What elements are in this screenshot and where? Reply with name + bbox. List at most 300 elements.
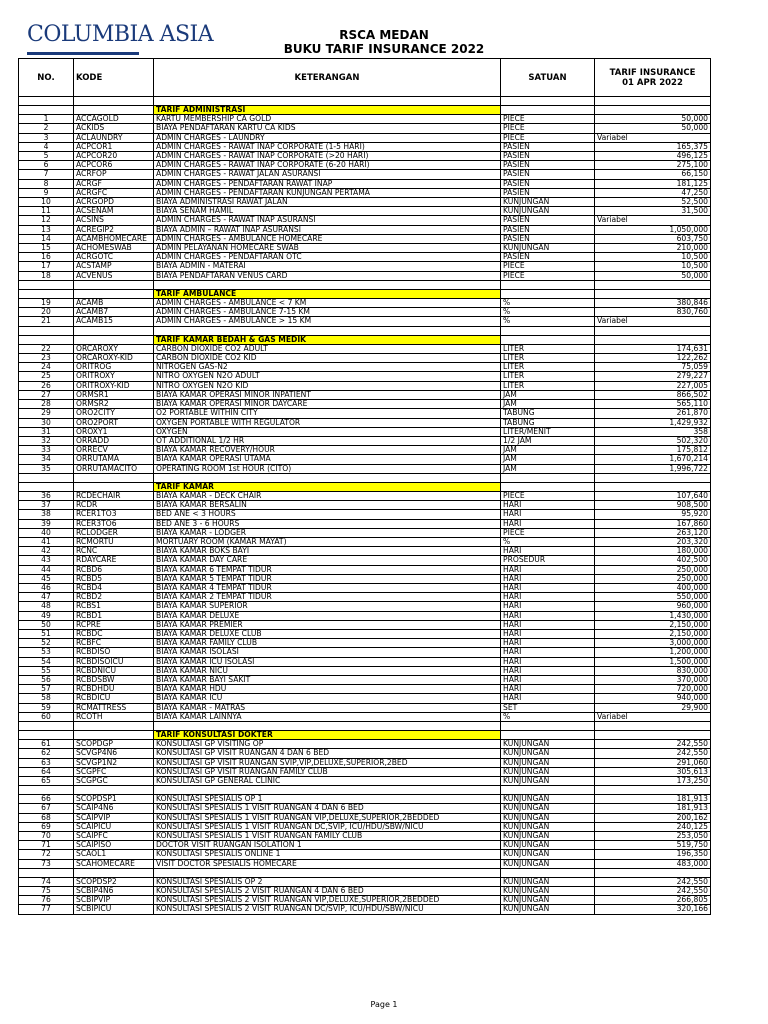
- cell-kode: RCMATTRESS: [74, 703, 154, 712]
- cell-keterangan: BIAYA KAMAR NICU: [154, 666, 501, 675]
- cell-kode: ORMSR1: [74, 390, 154, 399]
- tarif-value-wrap: [597, 575, 708, 583]
- tarif-value-wrap: [597, 428, 708, 436]
- table-row: [19, 547, 711, 556]
- tarif-value-wrap: [597, 226, 708, 234]
- tarif-value: 496,125: [676, 151, 708, 161]
- cell-kode: ACAMB7: [74, 308, 154, 317]
- cell-keterangan: BIAYA ADMIN – RAWAT INAP ASURANSI: [154, 225, 501, 234]
- table-row: [19, 537, 711, 546]
- cell-kode: SCAHOMECARE: [74, 859, 154, 868]
- cell-keterangan: BIAYA KAMAR 5 TEMPAT TIDUR: [154, 574, 501, 583]
- tarif-value: 908,500: [676, 500, 708, 510]
- tarif-value: 2,150,000: [669, 629, 708, 638]
- table-gap-row: [19, 722, 711, 731]
- cell-tarif: [595, 685, 711, 694]
- table-row: [19, 464, 711, 473]
- tarif-value-wrap: [597, 621, 708, 629]
- cell-no: 17: [19, 262, 74, 271]
- cell-satuan: PASIEN: [501, 142, 595, 151]
- tarif-value-wrap: [597, 235, 708, 243]
- tarif-value-wrap: [597, 823, 708, 831]
- tarif-value: 1,050,000: [669, 225, 708, 234]
- cell-keterangan: BIAYA KAMAR BAYI SAKIT: [154, 675, 501, 684]
- tarif-value-wrap: [597, 409, 708, 417]
- cell-no: 46: [19, 583, 74, 592]
- cell-kode: ORITROXY: [74, 372, 154, 381]
- cell-tarif: [595, 868, 711, 877]
- table-gap-row: [19, 868, 711, 877]
- cell-no: [19, 289, 74, 298]
- cell-no: 27: [19, 390, 74, 399]
- table-row: [19, 354, 711, 363]
- table-row: [19, 877, 711, 886]
- cell-kode: RCBFC: [74, 639, 154, 648]
- tarif-value-wrap: [597, 713, 708, 721]
- column-header-satuan: SATUAN: [501, 59, 595, 97]
- cell-no: 57: [19, 685, 74, 694]
- cell-tarif: [595, 583, 711, 592]
- cell-kode: ORRADD: [74, 436, 154, 445]
- cell-satuan: HARI: [501, 657, 595, 666]
- cell-satuan: KUNJUNGAN: [501, 758, 595, 767]
- table-row: [19, 593, 711, 602]
- table-gap-row: [19, 786, 711, 795]
- cell-kode: RCBD5: [74, 574, 154, 583]
- cell-tarif: [595, 501, 711, 510]
- cell-tarif: [595, 390, 711, 399]
- tarif-value-wrap: [597, 740, 708, 748]
- tarif-value-wrap: [597, 887, 708, 895]
- tarif-value: 242,550: [676, 877, 708, 886]
- table-row: [19, 510, 711, 519]
- cell-kode: [74, 335, 154, 344]
- table-section-row: [19, 106, 711, 115]
- cell-tarif: [595, 712, 711, 721]
- tarif-value: 95,920: [681, 509, 708, 519]
- section-title-text: TARIF AMBULANCE: [154, 290, 500, 298]
- cell-satuan: KUNJUNGAN: [501, 813, 595, 822]
- table-gap-row: [19, 326, 711, 335]
- cell-kode: RCBS1: [74, 602, 154, 611]
- cell-tarif: [595, 611, 711, 620]
- cell-no: 32: [19, 436, 74, 445]
- cell-keterangan: ADMIN CHARGES - AMBULANCE < 7 KM: [154, 299, 501, 308]
- cell-tarif: [595, 593, 711, 602]
- cell-satuan: HARI: [501, 639, 595, 648]
- tarif-value-wrap: [597, 124, 708, 132]
- cell-keterangan: ADMIN CHARGES - RAWAT JALAN ASURANSI: [154, 170, 501, 179]
- cell-satuan: [501, 722, 595, 731]
- tarif-value-wrap: [597, 850, 708, 858]
- tarif-value: 50,000: [681, 271, 708, 280]
- cell-keterangan: BIAYA KAMAR - MATRAS: [154, 703, 501, 712]
- tarif-value-wrap: [597, 216, 708, 224]
- cell-satuan: %: [501, 317, 595, 326]
- cell-satuan: KUNJUNGAN: [501, 740, 595, 749]
- cell-no: 24: [19, 363, 74, 372]
- table-row: [19, 813, 711, 822]
- tarif-value-wrap: [597, 465, 708, 473]
- cell-kode: SCOPDSP1: [74, 795, 154, 804]
- tarif-value: 31,500: [681, 206, 708, 216]
- cell-satuan: %: [501, 712, 595, 721]
- tarif-value-wrap: [597, 584, 708, 592]
- tarif-value: 266,805: [676, 895, 708, 905]
- cell-keterangan: NITRO OXYGEN N2O KID: [154, 381, 501, 390]
- cell-keterangan: KONSULTASI SPESIALIS 1 VISIT RUANGAN DC,SVIP, ICU/HDU/SBW/NICU: [154, 822, 501, 831]
- table-row: [19, 887, 711, 896]
- cell-no: 61: [19, 740, 74, 749]
- cell-keterangan: BIAYA KAMAR ISOLASI: [154, 648, 501, 657]
- tarif-value: 1,429,932: [669, 418, 708, 427]
- table-row: [19, 188, 711, 197]
- cell-keterangan: BIAYA KAMAR DELUXE CLUB: [154, 629, 501, 638]
- tarif-value: 181,913: [676, 794, 708, 804]
- tarif-value: 2,150,000: [669, 620, 708, 629]
- cell-kode: ACLAUNDRY: [74, 133, 154, 142]
- cell-keterangan: KONSULTASI SPESIALIS 1 VISIT RUANGAN FAMILY CLUB: [154, 832, 501, 841]
- tarif-value: 565,110: [676, 399, 708, 409]
- tarif-value: 320,166: [676, 904, 708, 914]
- cell-tarif: [595, 804, 711, 813]
- cell-satuan: JAM: [501, 400, 595, 409]
- cell-tarif: [595, 786, 711, 795]
- cell-kode: ACRGOPD: [74, 198, 154, 207]
- tarif-value-wrap: [597, 317, 708, 325]
- cell-kode: ACCAGOLD: [74, 115, 154, 124]
- tarif-value-wrap: [597, 115, 708, 123]
- cell-kode: RCBD2: [74, 593, 154, 602]
- cell-keterangan: BIAYA KAMAR OPERASI UTAMA: [154, 455, 501, 464]
- tarif-value-wrap: [597, 446, 708, 454]
- cell-kode: RCBDHDU: [74, 685, 154, 694]
- cell-tarif: [595, 124, 711, 133]
- cell-tarif: [595, 657, 711, 666]
- cell-no: 43: [19, 556, 74, 565]
- table-row: [19, 390, 711, 399]
- table-row: [19, 455, 711, 464]
- cell-kode: RCBDNICU: [74, 666, 154, 675]
- tarif-value-wrap: [597, 372, 708, 380]
- cell-keterangan: KONSULTASI GP VISITING OP: [154, 740, 501, 749]
- tarif-value-wrap: [597, 905, 708, 913]
- cell-satuan: PIECE: [501, 133, 595, 142]
- cell-no: 29: [19, 409, 74, 418]
- cell-kode: SCGPFC: [74, 767, 154, 776]
- cell-tarif: [595, 326, 711, 335]
- table-section-row: [19, 289, 711, 298]
- cell-kode: OROXY1: [74, 427, 154, 436]
- cell-satuan: LITER: [501, 344, 595, 353]
- cell-tarif: [595, 767, 711, 776]
- cell-kode: RCPRE: [74, 620, 154, 629]
- cell-kode: ACRGFC: [74, 188, 154, 197]
- cell-keterangan: KONSULTASI SPESIALIS ONLINE 1: [154, 850, 501, 859]
- cell-satuan: [501, 326, 595, 335]
- table-row: [19, 565, 711, 574]
- column-header-tarif-line2: 01 APR 2022: [622, 77, 683, 88]
- cell-kode: [74, 97, 154, 106]
- cell-tarif: [595, 629, 711, 638]
- cell-no: 70: [19, 832, 74, 841]
- cell-no: 28: [19, 400, 74, 409]
- cell-tarif: [595, 896, 711, 905]
- tarif-value-wrap: [597, 694, 708, 702]
- cell-kode: RCER1TO3: [74, 510, 154, 519]
- cell-keterangan: ADMIN CHARGES - RAWAT INAP CORPORATE (1-5 HARI): [154, 142, 501, 151]
- tarif-value-wrap: [597, 804, 708, 812]
- table-row: [19, 115, 711, 124]
- cell-kode: ACSTAMP: [74, 262, 154, 271]
- tarif-value: 50,000: [681, 114, 708, 124]
- cell-tarif: [595, 740, 711, 749]
- tarif-value-wrap: [597, 878, 708, 886]
- cell-satuan: HARI: [501, 611, 595, 620]
- cell-tarif: [595, 372, 711, 381]
- cell-kode: ACPCOR20: [74, 152, 154, 161]
- cell-no: 31: [19, 427, 74, 436]
- cell-satuan: PASIEN: [501, 234, 595, 243]
- cell-no: 77: [19, 905, 74, 914]
- cell-kode: [74, 482, 154, 491]
- table-row: [19, 804, 711, 813]
- tarif-value-wrap: [597, 345, 708, 353]
- cell-tarif: [595, 317, 711, 326]
- cell-kode: ORO2PORT: [74, 418, 154, 427]
- tarif-value: 47,250: [681, 188, 708, 197]
- cell-tarif: [595, 510, 711, 519]
- cell-kode: ORCAROXY-KID: [74, 354, 154, 363]
- cell-tarif: [595, 400, 711, 409]
- table-row: [19, 409, 711, 418]
- tarif-value-wrap: [597, 529, 708, 537]
- cell-no: 44: [19, 565, 74, 574]
- tarif-value: 1,996,722: [669, 464, 708, 473]
- tarif-value-wrap: [597, 768, 708, 776]
- cell-keterangan: OXYGEN: [154, 427, 501, 436]
- cell-satuan: PROSEDUR: [501, 556, 595, 565]
- tarif-value: 275,100: [676, 160, 708, 170]
- variable-note: Variabel: [597, 215, 628, 225]
- cell-no: 12: [19, 216, 74, 225]
- cell-kode: SCBIPVIP: [74, 896, 154, 905]
- cell-satuan: KUNJUNGAN: [501, 749, 595, 758]
- tarif-value-wrap: [597, 437, 708, 445]
- tarif-value: 10,500: [681, 261, 708, 271]
- cell-no: 74: [19, 877, 74, 886]
- tarif-value-wrap: [597, 492, 708, 500]
- cell-no: 59: [19, 703, 74, 712]
- cell-no: 68: [19, 813, 74, 822]
- cell-keterangan: BIAYA KAMAR DELUXE: [154, 611, 501, 620]
- cell-keterangan: KONSULTASI GP VISIT RUANGAN SVIP,VIP,DELUXE,SUPERIOR,2BED: [154, 758, 501, 767]
- tarif-value: 866,502: [676, 390, 708, 399]
- cell-no: 6: [19, 161, 74, 170]
- tarif-value: 291,060: [676, 758, 708, 767]
- cell-satuan: JAM: [501, 446, 595, 455]
- cell-satuan: HARI: [501, 510, 595, 519]
- cell-satuan: PASIEN: [501, 161, 595, 170]
- cell-no: [19, 106, 74, 115]
- cell-tarif: [595, 299, 711, 308]
- cell-no: 8: [19, 179, 74, 188]
- logo-text: COLUMBIA ASIA: [27, 22, 214, 47]
- cell-no: 76: [19, 896, 74, 905]
- cell-tarif: [595, 537, 711, 546]
- cell-tarif: [595, 179, 711, 188]
- section-title-text: TARIF KAMAR BEDAH & GAS MEDIK: [154, 336, 500, 344]
- cell-no: 30: [19, 418, 74, 427]
- cell-tarif: [595, 344, 711, 353]
- cell-kode: ORMSR2: [74, 400, 154, 409]
- cell-tarif: [595, 795, 711, 804]
- cell-keterangan: NITROGEN GAS-N2: [154, 363, 501, 372]
- cell-no: 20: [19, 308, 74, 317]
- table-row: [19, 583, 711, 592]
- table-row: [19, 712, 711, 721]
- cell-kode: ORRUTAMACITO: [74, 464, 154, 473]
- cell-kode: SCAIPICU: [74, 822, 154, 831]
- cell-satuan: HARI: [501, 685, 595, 694]
- cell-keterangan: BIAYA KAMAR ICU: [154, 694, 501, 703]
- cell-satuan: PIECE: [501, 271, 595, 280]
- tarif-value: 200,162: [676, 813, 708, 822]
- table-row: [19, 234, 711, 243]
- tarif-value-wrap: [597, 510, 708, 518]
- table-row: [19, 675, 711, 684]
- cell-satuan: KUNJUNGAN: [501, 859, 595, 868]
- cell-keterangan: BIAYA KAMAR 4 TEMPAT TIDUR: [154, 583, 501, 592]
- table-row: [19, 528, 711, 537]
- cell-satuan: PIECE: [501, 528, 595, 537]
- cell-kode: RCDR: [74, 501, 154, 510]
- cell-keterangan: [154, 868, 501, 877]
- tarif-value: 173,250: [676, 776, 708, 786]
- table-row: [19, 519, 711, 528]
- cell-tarif: [595, 574, 711, 583]
- cell-satuan: TABUNG: [501, 409, 595, 418]
- cell-kode: [74, 106, 154, 115]
- cell-satuan: PASIEN: [501, 188, 595, 197]
- tarif-value: 181,125: [676, 179, 708, 188]
- cell-satuan: PASIEN: [501, 253, 595, 262]
- cell-no: 22: [19, 344, 74, 353]
- cell-keterangan: MORTUARY ROOM (KAMAR MAYAT): [154, 537, 501, 546]
- cell-keterangan: BIAYA PENDAFTARAN VENUS CARD: [154, 271, 501, 280]
- cell-kode: ORO2CITY: [74, 409, 154, 418]
- cell-satuan: %: [501, 537, 595, 546]
- cell-kode: ORRUTAMA: [74, 455, 154, 464]
- cell-keterangan: KONSULTASI SPESIALIS 1 VISIT RUANGAN VIP,DELUXE,SUPERIOR,2BEDDED: [154, 813, 501, 822]
- tarif-value-wrap: [597, 860, 708, 868]
- cell-kode: RCOTH: [74, 712, 154, 721]
- table-row: [19, 216, 711, 225]
- cell-no: 42: [19, 547, 74, 556]
- tarif-value-wrap: [597, 685, 708, 693]
- cell-tarif: [595, 244, 711, 253]
- cell-satuan: PASIEN: [501, 179, 595, 188]
- table-row: [19, 142, 711, 151]
- tarif-value: 52,500: [681, 197, 708, 207]
- cell-satuan: KUNJUNGAN: [501, 850, 595, 859]
- cell-tarif: [595, 547, 711, 556]
- tarif-value-wrap: [597, 161, 708, 169]
- cell-kode: RCBDSBW: [74, 675, 154, 684]
- table-row: [19, 436, 711, 445]
- tarif-value: 181,913: [676, 803, 708, 813]
- variable-note: Variabel: [597, 316, 628, 326]
- section-title: [154, 482, 501, 491]
- cell-no: 37: [19, 501, 74, 510]
- cell-tarif: [595, 565, 711, 574]
- cell-keterangan: BIAYA KAMAR OPERASI MINOR INPATIENT: [154, 390, 501, 399]
- tarif-value-wrap: [597, 593, 708, 601]
- cell-tarif: [595, 758, 711, 767]
- cell-keterangan: NITRO OXYGEN N2O ADULT: [154, 372, 501, 381]
- table-row: [19, 271, 711, 280]
- table-row: [19, 629, 711, 638]
- cell-kode: ACSENAM: [74, 207, 154, 216]
- table-row: [19, 124, 711, 133]
- cell-tarif: [595, 253, 711, 262]
- cell-tarif: [595, 519, 711, 528]
- cell-keterangan: OXYGEN PORTABLE WITH REGULATOR: [154, 418, 501, 427]
- cell-no: 1: [19, 115, 74, 124]
- cell-tarif: [595, 207, 711, 216]
- tarif-value: 402,500: [676, 555, 708, 565]
- cell-keterangan: [154, 280, 501, 289]
- cell-no: [19, 482, 74, 491]
- tarif-value: 940,000: [676, 693, 708, 703]
- cell-satuan: [501, 473, 595, 482]
- cell-no: 65: [19, 777, 74, 786]
- table-body: [19, 97, 711, 915]
- cell-no: 58: [19, 694, 74, 703]
- cell-tarif: [595, 813, 711, 822]
- cell-satuan: [501, 106, 595, 115]
- cell-tarif: [595, 418, 711, 427]
- table-row: [19, 832, 711, 841]
- cell-satuan: KUNJUNGAN: [501, 207, 595, 216]
- tarif-value: 1,200,000: [669, 647, 708, 657]
- cell-tarif: [595, 464, 711, 473]
- cell-satuan: KUNJUNGAN: [501, 777, 595, 786]
- cell-tarif: [595, 427, 711, 436]
- cell-satuan: KUNJUNGAN: [501, 767, 595, 776]
- cell-keterangan: ADMIN PELAYANAN HOMECARE SWAB: [154, 244, 501, 253]
- tarif-value-wrap: [597, 639, 708, 647]
- cell-keterangan: BED ANE 3 - 6 HOURS: [154, 519, 501, 528]
- cell-no: 25: [19, 372, 74, 381]
- tarif-value: 29,900: [681, 703, 708, 712]
- cell-no: 73: [19, 859, 74, 868]
- cell-keterangan: ADMIN CHARGES - RAWAT INAP ASURANSI: [154, 216, 501, 225]
- table-row: [19, 161, 711, 170]
- column-header-no: NO.: [19, 59, 74, 97]
- cell-keterangan: VISIT DOCTOR SPESIALIS HOMECARE: [154, 859, 501, 868]
- cell-kode: [74, 868, 154, 877]
- cell-tarif: [595, 133, 711, 142]
- cell-kode: ACRGF: [74, 179, 154, 188]
- cell-kode: RCBDC: [74, 629, 154, 638]
- cell-no: 66: [19, 795, 74, 804]
- cell-satuan: LITER: [501, 363, 595, 372]
- cell-no: 75: [19, 887, 74, 896]
- cell-tarif: [595, 198, 711, 207]
- cell-tarif: [595, 455, 711, 464]
- cell-no: 56: [19, 675, 74, 684]
